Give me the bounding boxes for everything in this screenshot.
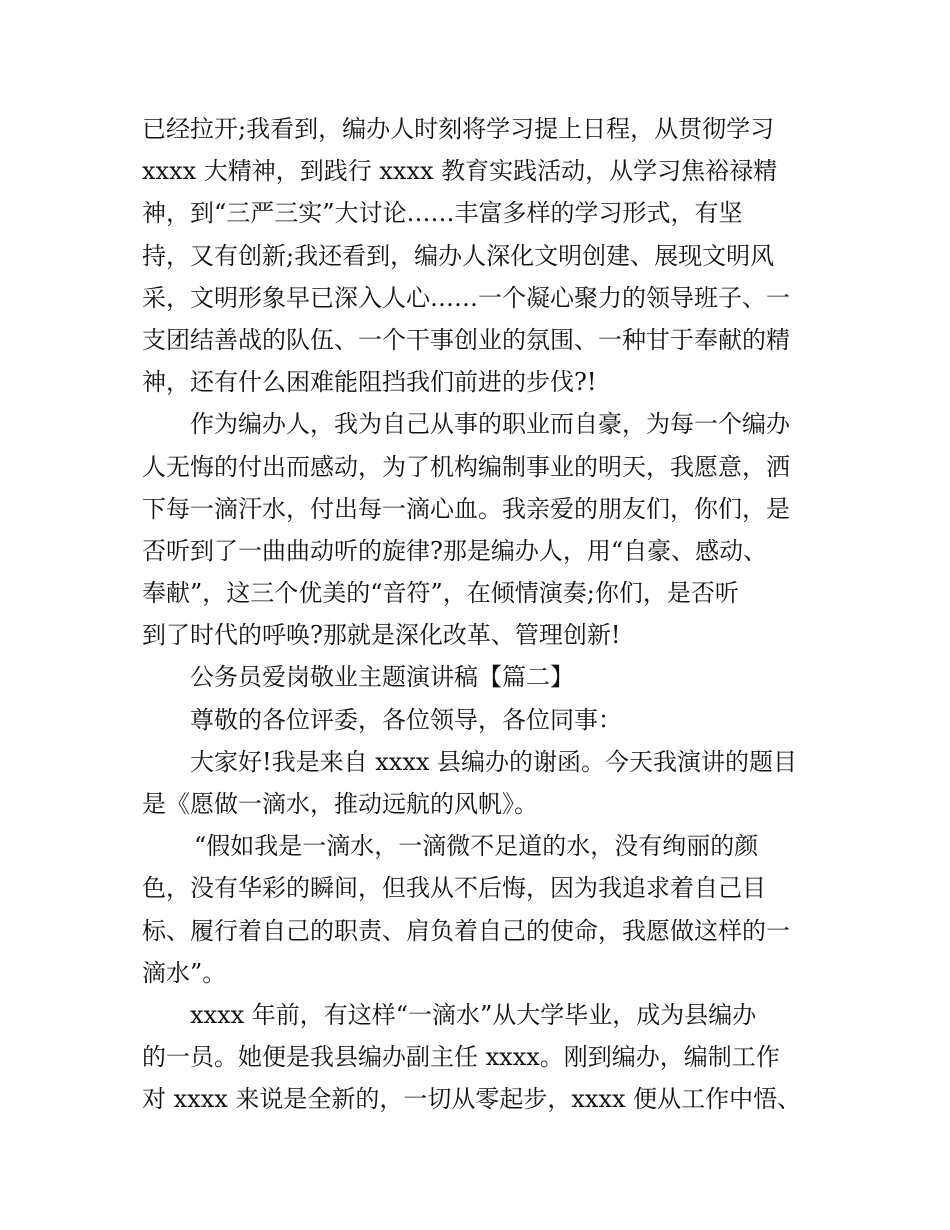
text-line: 支团结善战的队伍、一个干事创业的氛围、一种甘于奉献的精 <box>142 325 790 354</box>
document-body <box>142 108 812 1121</box>
salutation-line: 尊敬的各位评委，各位领导，各位同事： <box>190 705 622 734</box>
text-line: 的一员。她便是我县编办副主任 xxxx。刚到编办，编制工作 <box>142 1043 780 1072</box>
paragraph-start-line: 大家好!我是来自 xxxx 县编办的谢函。今天我演讲的题目 <box>190 747 798 776</box>
text-line: 标、履行着自己的职责、肩负着自己的使命，我愿做这样的一 <box>142 916 790 945</box>
text-line: 对 xxxx 来说是全新的，一切从零起步，xxxx 便从工作中悟、 <box>142 1085 802 1114</box>
text-line: 已经拉开;我看到，编办人时刻将学习提上日程，从贯彻学习 <box>142 115 775 143</box>
text-line: xxxx 大精神，到践行 xxxx 教育实践活动，从学习焦裕禄精 <box>142 157 778 186</box>
text-line: 否听到了一曲曲动听的旋律?那是编办人，用“自豪、感动、 <box>142 536 768 565</box>
section-heading: 公务员爱岗敬业主题演讲稿【篇二】 <box>190 663 574 692</box>
paragraph-start-line: xxxx 年前，有这样“一滴水”从大学毕业，成为县编办 <box>190 1000 757 1029</box>
text-line: 滴水”。 <box>142 958 227 987</box>
text-line: 神，到“三严三实”大讨论……丰富多样的学习形式，有坚 <box>142 199 743 228</box>
text-line: 神，还有什么困难能阻挡我们前进的步伐?! <box>142 368 597 397</box>
text-line: 是《愿做一滴水，推动远航的风帆》。 <box>142 790 538 818</box>
text-line: 到了时代的呼唤?那就是深化改革、管理创新! <box>142 621 621 650</box>
text-line: 持，又有创新;我还看到，编办人深化文明创建、展现文明风 <box>142 241 775 270</box>
text-line: 下每一滴汗水，付出每一滴心血。我亲爱的朋友们，你们，是 <box>142 494 790 523</box>
quote-start-line: “假如我是一滴水，一滴微不足道的水，没有绚丽的颜 <box>194 832 759 861</box>
text-line: 采，文明形象早已深入人心……一个凝心聚力的领导班子、一 <box>142 283 790 312</box>
paragraph-start-line: 作为编办人，我为自己从事的职业而自豪，为每一个编办 <box>190 410 790 439</box>
text-line: 色，没有华彩的瞬间，但我从不后悔，因为我追求着自己目 <box>142 874 766 903</box>
text-line: 奉献”，这三个优美的“音符”，在倾情演奏;你们，是否听 <box>142 579 739 608</box>
text-line: 人无悔的付出而感动，为了机构编制事业的明天，我愿意，洒 <box>142 452 790 481</box>
